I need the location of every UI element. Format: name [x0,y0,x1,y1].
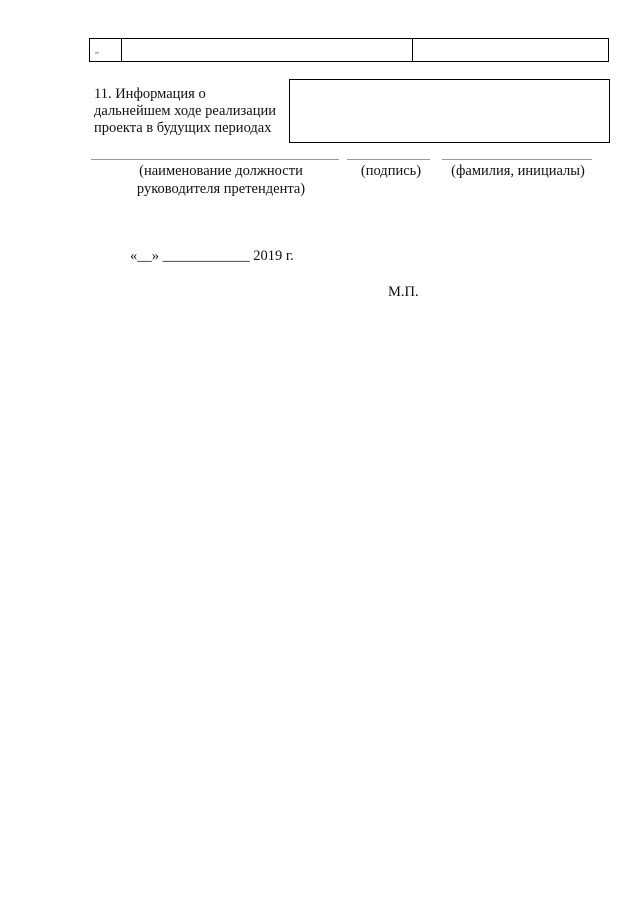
section-11-label-line-1: 11. Информация о [94,86,206,102]
section-11-label-line-3: проекта в будущих периодах [94,120,272,136]
stamp-label: М.П. [388,284,419,300]
name-signature-line[interactable] [442,159,592,160]
section-11-label-line-2: дальнейшем ходе реализации [94,103,276,119]
row-number-cell [90,39,122,61]
position-caption [116,162,326,198]
name-caption: (фамилия, инициалы) [451,163,585,179]
row-value-cell[interactable] [413,39,608,61]
row-description-cell[interactable] [122,39,413,61]
signature-line[interactable] [347,159,430,160]
position-caption-line-1: (наименование должности [139,163,303,179]
position-caption-line-2: руководителя претендента) [136,181,306,197]
position-signature-line[interactable] [91,159,339,160]
row-number-mark: ,, [95,46,99,55]
top-table-row [89,38,609,62]
signature-caption: (подпись) [360,163,422,179]
date-line: «__» ____________ 2019 г. [130,248,294,264]
section-11-label [94,86,294,137]
section-11-answer-box[interactable] [289,79,610,143]
